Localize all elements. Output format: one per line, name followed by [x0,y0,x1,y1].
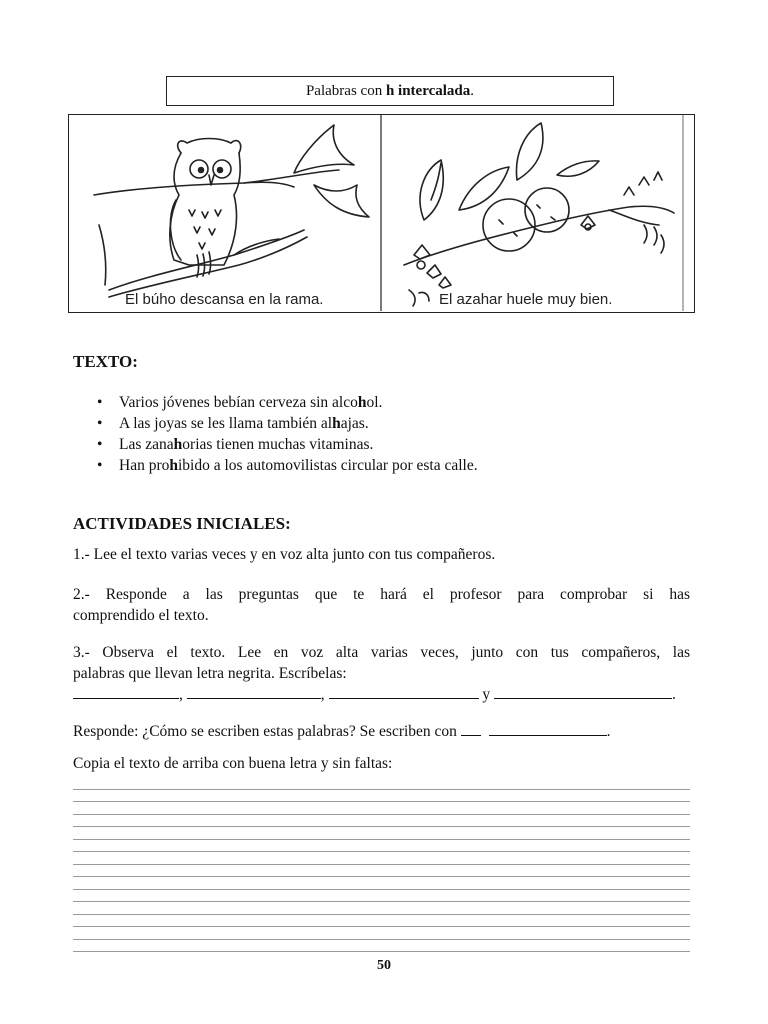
worksheet-title [166,76,614,106]
orange-caption: El azahar huele muy bien. [439,291,613,308]
illustrations-frame [68,114,695,313]
responde-blank-1[interactable] [461,721,481,736]
activity-3: 3.- Observa el texto. Lee en voz alta varias veces, junto con tus compañeros, las palabras que llevan letra negrita. Escríbelas: , , y . [73,644,690,703]
title-bold: h intercalada [385,83,471,99]
activity-1: 1.- Lee el texto varias veces y en voz alta junto con tus compañeros. [73,546,496,563]
orange-blossom-drawing [404,123,674,306]
bullet-item: • Las zanahorias tienen muchas vitaminas. [73,434,478,455]
answer-blanks: , , y . [73,684,690,705]
texto-bullets [73,392,478,476]
responde-line: Responde: ¿Cómo se escriben estas palabras? Se escriben con . [73,723,611,740]
blank-2[interactable] [187,684,321,699]
bullet-item: • Varios jóvenes bebían cerveza sin alcohol. [73,392,478,413]
responde-blank-2[interactable] [489,721,607,736]
bullet-item: • A las joyas se les llama también alhajas. [73,413,478,434]
bullet-item: • Han prohibido a los automovilistas circular por esta calle. [73,455,478,476]
copia-instruction: Copia el texto de arriba con buena letra y sin faltas: [73,755,393,772]
blank-3[interactable] [329,684,479,699]
owl-drawing [94,125,369,297]
texto-heading: TEXTO: [73,352,138,371]
writing-lines[interactable] [73,777,690,952]
activity-2: 2.- Responde a las preguntas que te hará el profesor para comprobar si has comprendido el texto. [73,586,690,624]
actividades-heading: ACTIVIDADES INICIALES: [73,514,291,533]
illustrations-drawing [69,115,693,311]
blank-1[interactable] [73,684,179,699]
page-number: 50 [377,958,391,973]
title-prefix: Palabras con [305,83,386,99]
owl-caption: El búho descansa en la rama. [125,291,324,308]
blank-4[interactable] [494,684,672,699]
title-suffix: . [470,83,475,99]
